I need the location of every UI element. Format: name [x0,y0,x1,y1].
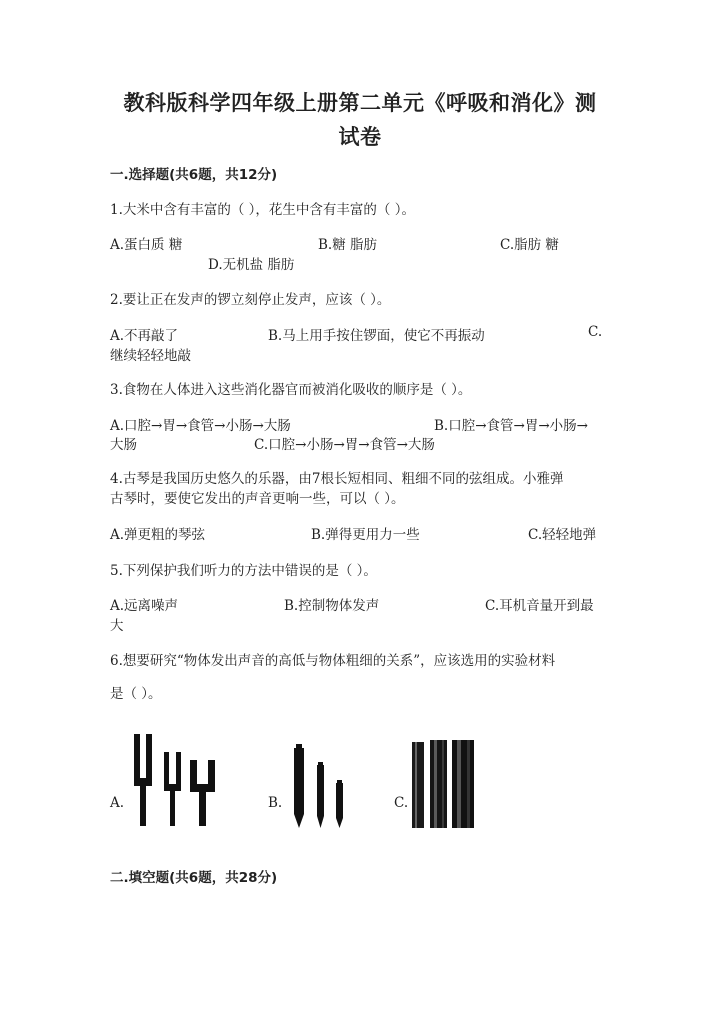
section-heading-choice: 一.选择题(共6题，共12分) [110,167,278,183]
section-heading-fill: 二.填空题(共6题，共28分) [110,870,278,886]
question-2-stem: 2.要让正在发声的锣立刻停止发声，应该（ ）。 [110,292,391,308]
question-1-option-a[interactable]: A.蛋白质 糖 [110,237,183,253]
title-line-1: 教科版科学四年级上册第二单元《呼吸和消化》测 [123,91,597,115]
question-3-option-c[interactable]: C.口腔→小肠→胃→食管→大肠 [254,437,435,453]
question-6-option-b-label[interactable]: B. [268,795,283,811]
rods-image[interactable] [408,738,478,832]
nails-image[interactable] [284,740,354,832]
question-3-stem: 3.食物在人体进入这些消化器官而被消化吸收的顺序是（ ）。 [110,382,472,398]
question-1-option-c[interactable]: C.脂肪 糖 [500,237,559,253]
question-1-stem: 1.大米中含有丰富的（ ），花生中含有丰富的（ ）。 [110,202,415,218]
question-4-option-a[interactable]: A.弹更粗的琴弦 [110,527,206,543]
question-3-option-a[interactable]: A.口腔→胃→食管→小肠→大肠 [110,418,291,434]
title-line-2: 试卷 [338,125,382,149]
question-1-option-d[interactable]: D.无机盐 脂肪 [208,257,295,273]
question-5-option-b[interactable]: B.控制物体发声 [284,598,380,614]
question-6-option-c-label[interactable]: C. [394,795,409,811]
question-4-option-b[interactable]: B.弹得更用力一些 [311,527,420,543]
question-3-option-b[interactable]: B.口腔→食管→胃→小肠→ [434,418,588,434]
question-6-stem-line-1: 6.想要研究“物体发出声音的高低与物体粗细的关系”，应该选用的实验材料 [110,653,556,669]
question-5-option-a[interactable]: A.远离噪声 [110,598,179,614]
question-4-stem-line-2: 古琴时，要使它发出的声音更响一些，可以（ ）。 [110,491,405,507]
question-5-option-c-cont[interactable]: 大 [110,618,124,634]
tuning-forks-image[interactable] [124,730,224,830]
question-1-option-b[interactable]: B.糖 脂肪 [318,237,378,253]
question-3-option-b-cont[interactable]: 大肠 [110,437,137,453]
question-4-option-c[interactable]: C.轻轻地弹 [528,527,597,543]
question-6-option-a-label[interactable]: A. [110,795,125,811]
question-2-option-c-text[interactable]: 继续轻轻地敲 [110,348,191,364]
question-2-option-b[interactable]: B.马上用手按住锣面，使它不再振动 [268,328,485,344]
question-5-option-c[interactable]: C.耳机音量开到最 [485,598,594,614]
question-5-stem: 5.下列保护我们听力的方法中错误的是（ ）。 [110,563,377,579]
page-title [100,86,620,154]
question-2-option-c-label[interactable]: C. [588,324,603,340]
question-6-stem-line-2: 是（ ）。 [110,686,162,702]
question-2-option-a[interactable]: A.不再敲了 [110,328,179,344]
question-4-stem-line-1: 4.古琴是我国历史悠久的乐器，由7根长短相同、粗细不同的弦组成。小雅弹 [110,471,564,487]
